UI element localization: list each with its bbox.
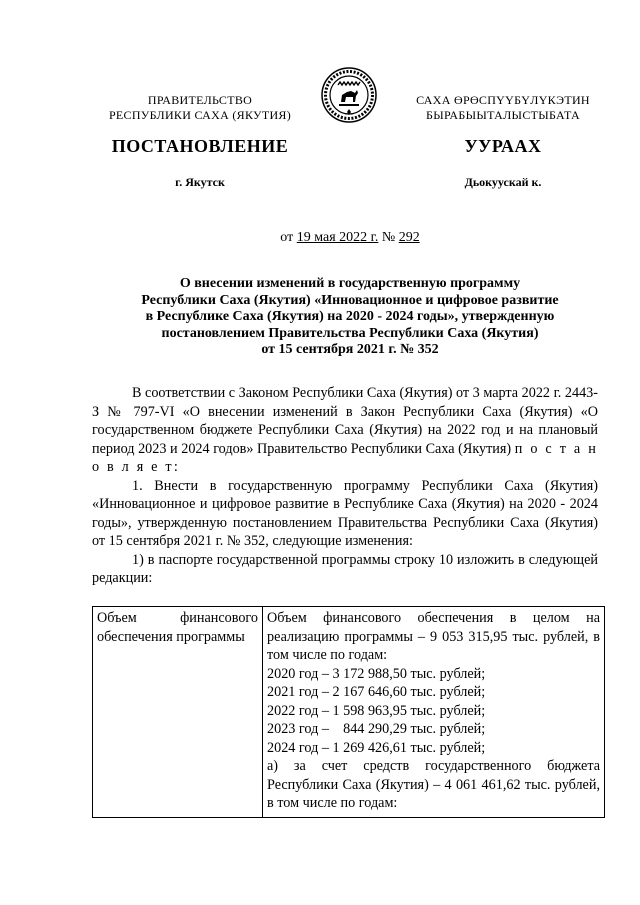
subject-line-2: Республики Саха (Якутия) «Инновационное и цифровое развитие (141, 292, 559, 308)
number-label: № (378, 230, 399, 245)
subject-line-3: в Республике Саха (Якутия) на 2020 - 2024 годы», утвержденную (145, 309, 555, 324)
header-right-line2: БЫРАБЫЫТАЛЫСТЫБАТА (426, 108, 580, 122)
preamble-paragraph (92, 384, 598, 477)
city-yakut: Дьокуускай к. (464, 175, 542, 189)
table-row (93, 607, 605, 818)
city-russian: г. Якутск (175, 175, 225, 189)
funding-year-2020: 2020 год – 3 172 988,50 тыс. рублей; (267, 665, 486, 682)
government-name-russian (80, 93, 320, 123)
decree-word: п о с т а н о в л я е т: (92, 440, 598, 475)
header-left-line2: РЕСПУБЛИКИ САХА (ЯКУТИЯ) (108, 108, 292, 122)
funding-year-2023: 2023 год – 844 290,29 тыс. рублей; (267, 721, 486, 737)
row-value-cell (263, 607, 605, 818)
date-prefix: от (280, 230, 297, 245)
preamble-text: В соответствии с Законом Республики Саха (Якутия) от 3 марта 2022 г. 2443-З № 797-VI «О внесении изменений в Закон Республики Саха (Якутия) «О государственном бюджете Республики Саха (Якутия) на 2022 год и на плановый период 2023 и 2024 годов» Правительство Республики Саха (Якутия) (92, 385, 598, 457)
coat-of-arms-icon (320, 66, 378, 124)
funding-year-2024: 2024 год – 1 269 426,61 тыс. рублей; (267, 739, 486, 756)
item-1-paragraph: 1. Внести в государственную программу Республики Саха (Якутия) «Инновационное и цифровое развитие в Республике Саха (Якутия) на 2020 - 2024 годы», утвержденную постановлением Правительства Республики Саха (Якутия) от 15 сентября 2021 г. № 352, следующие изменения: (92, 477, 598, 549)
row-label-cell: Объем финансового обеспечения программы (93, 607, 263, 818)
decree-number: 292 (398, 230, 420, 245)
decree-date-number (80, 230, 620, 246)
funding-intro: Объем финансового обеспечения в целом на реализацию программы – 9 053 315,95 тыс. рублей, в том числе по годам: (267, 610, 600, 663)
doc-type-title-yakut: УУРААХ (464, 136, 542, 156)
funding-year-2021: 2021 год – 2 167 646,60 тыс. рублей; (267, 684, 486, 700)
subitem-1-paragraph: 1) в паспорте государственной программы строку 10 изложить в следующей редакции: (92, 551, 598, 586)
funding-year-2022: 2022 год – 1 598 963,95 тыс. рублей; (267, 702, 486, 719)
government-name-yakut (388, 93, 618, 123)
subject-line-5: от 15 сентября 2021 г. № 352 (261, 342, 439, 357)
decree-body (92, 384, 598, 588)
passport-row-table (92, 606, 605, 818)
subject-line-1: О внесении изменений в государственную программу (179, 276, 521, 291)
subject-line-4: постановлением Правительства Республики Саха (Якутия) (161, 325, 539, 341)
header-right-line1: САХА ӨРӨСПҮҮБҮЛҮКЭТИН (416, 93, 590, 107)
funding-subitem-a: а) за счет средств государственного бюджета Республики Саха (Якутия) – 4 061 461,62 тыс. рублей, в том числе по годам: (267, 758, 600, 811)
decree-subject (90, 276, 610, 359)
decree-date: 19 мая 2022 г. (296, 230, 379, 245)
doc-type-title-russian: ПОСТАНОВЛЕНИЕ (111, 136, 289, 156)
header-left-line1: ПРАВИТЕЛЬСТВО (147, 93, 253, 107)
